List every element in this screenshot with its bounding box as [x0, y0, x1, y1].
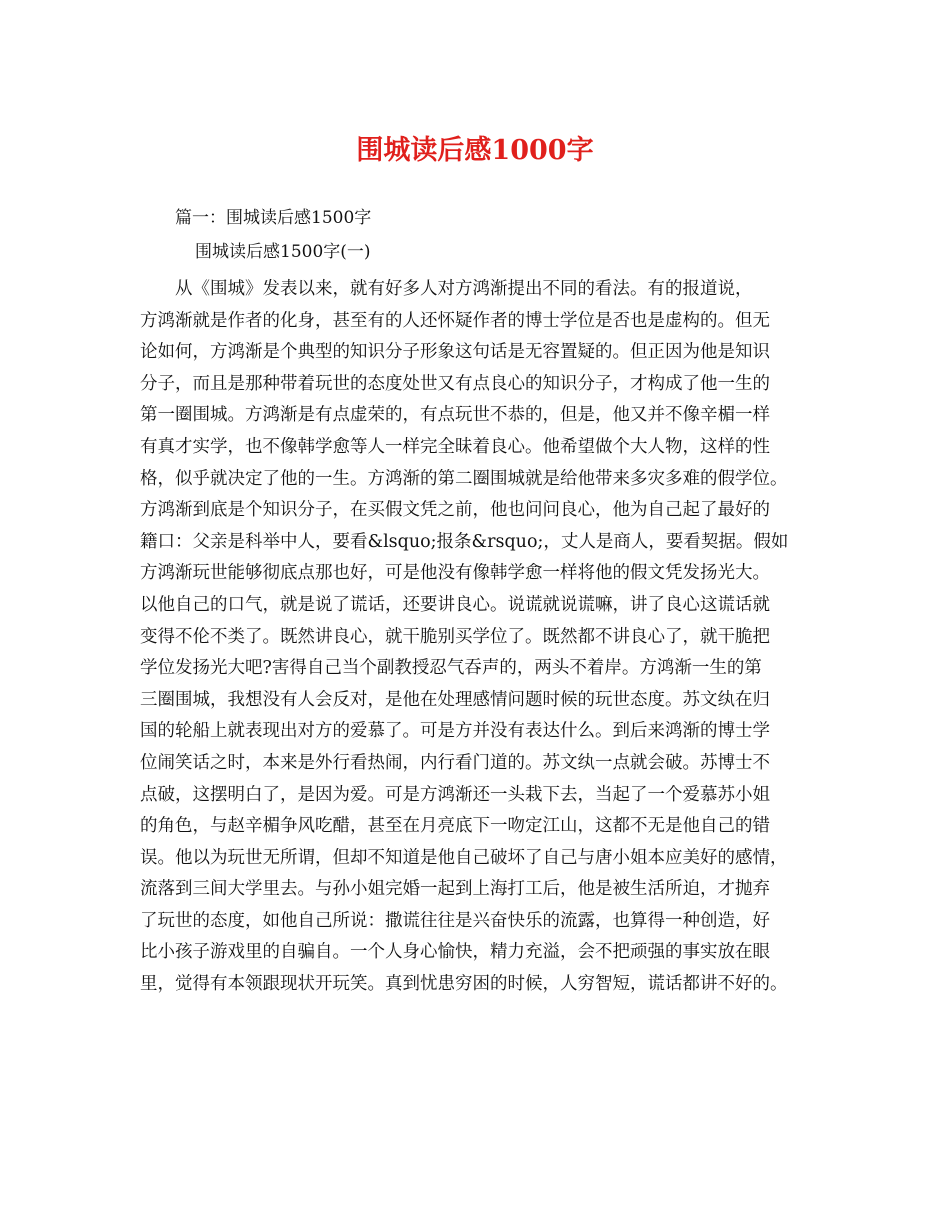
paragraph-line: 流落到三间大学里去。与孙小姐完婚一起到上海打工后，他是被生活所迫，才抛弃 — [140, 879, 770, 900]
paragraph-line: 误。他以为玩世无所谓，但却不知道是他自己破坏了自己与唐小姐本应美好的感情， — [140, 847, 788, 868]
body-paragraph — [140, 274, 830, 1001]
paragraph-line: 分子，而且是那种带着玩世的态度处世又有点良心的知识分子，才构成了他一生的 — [140, 373, 770, 394]
paragraph-line: 方鸿渐就是作者的化身，甚至有的人还怀疑作者的博士学位是否也是虚构的。但无 — [140, 310, 770, 331]
paragraph-line: 论如何，方鸿渐是个典型的知识分子形象这句话是无容置疑的。但正因为他是知识 — [140, 342, 770, 363]
paragraph-line: 位闹笑话之时，本来是外行看热闹，内行看门道的。苏文纨一点就会破。苏博士不 — [140, 752, 770, 773]
paragraph-line: 籍口：父亲是科举中人，要看&lsquo;报条&rsquo;，丈人是商人，要看契据。假如 — [140, 531, 789, 552]
paragraph-line: 学位发扬光大吧?害得自己当个副教授忍气吞声的，两头不着岸。方鸿渐一生的第 — [140, 658, 762, 679]
paragraph-line: 比小孩子游戏里的自骗自。一个人身心愉快，精力充溢，会不把顽强的事实放在眼 — [140, 942, 770, 963]
paragraph-line: 方鸿渐到底是个知识分子，在买假文凭之前，他也问问良心，他为自己起了最好的 — [140, 500, 770, 521]
paragraph-line: 以他自己的口气，就是说了谎话，还要讲良心。说谎就说谎嘛，讲了良心这谎话就 — [140, 594, 770, 615]
paragraph-line: 从《围城》发表以来，就有好多人对方鸿渐提出不同的看法。有的报道说， — [175, 279, 753, 299]
subsection-heading: 围城读后感1500字(一) — [195, 242, 371, 262]
document-title: 围城读后感1000字 — [356, 135, 594, 166]
paragraph-line: 变得不伦不类了。既然讲良心，就干脆别买学位了。既然都不讲良心了，就干脆把 — [140, 626, 770, 647]
paragraph-line: 点破，这摆明白了，是因为爱。可是方鸿渐还一头栽下去，当起了一个爱慕苏小姐 — [140, 784, 770, 805]
paragraph-line: 了玩世的态度，如他自己所说：撒谎往往是兴奋快乐的流露，也算得一种创造，好 — [140, 910, 770, 931]
paragraph-line: 三圈围城，我想没有人会反对，是他在处理感情问题时候的玩世态度。苏文纨在归 — [140, 689, 770, 710]
section-heading: 篇一：围城读后感1500字 — [175, 208, 372, 228]
paragraph-line: 有真才实学，也不像韩学愈等人一样完全昧着良心。他希望做个大人物，这样的性 — [140, 436, 770, 457]
paragraph-line: 第一圈围城。方鸿渐是有点虚荣的，有点玩世不恭的，但是，他又并不像辛楣一样 — [140, 405, 770, 426]
paragraph-line: 国的轮船上就表现出对方的爱慕了。可是方并没有表达什么。到后来鸿渐的博士学 — [140, 721, 770, 742]
paragraph-line: 格，似乎就决定了他的一生。方鸿渐的第二圈围城就是给他带来多灾多难的假学位。 — [140, 468, 788, 489]
paragraph-line: 方鸿渐玩世能够彻底点那也好，可是他没有像韩学愈一样将他的假文凭发扬光大。 — [140, 563, 770, 584]
paragraph-line: 里，觉得有本领跟现状开玩笑。真到忧患穷困的时候，人穷智短，谎话都讲不好的。 — [140, 974, 788, 995]
paragraph-line: 的角色，与赵辛楣争风吃醋，甚至在月亮底下一吻定江山，这都不无是他自己的错 — [140, 816, 770, 837]
